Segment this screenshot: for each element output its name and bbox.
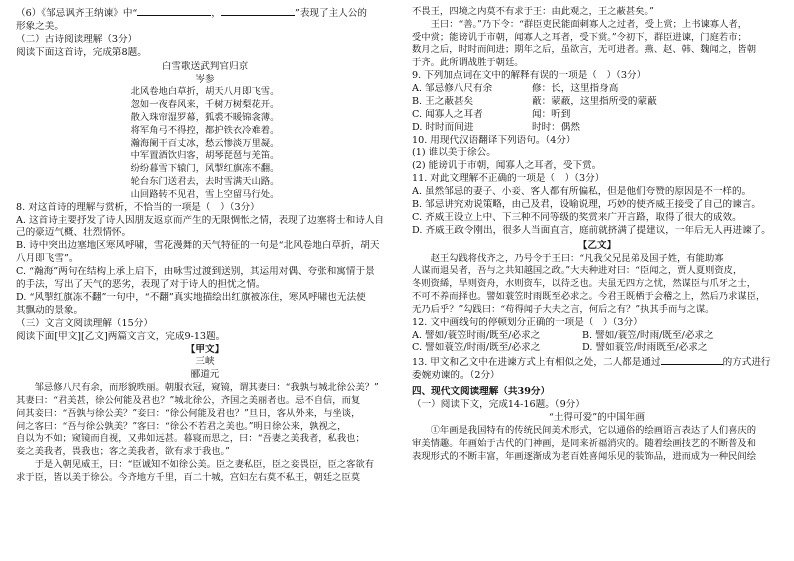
jia-text-cont: 王曰：“善。”乃下令：“群臣吏民能面刺寡人之过者，受上赏；上书谏寡人者， — [430, 18, 747, 30]
jia-text-line: 求于臣，皆以美于徐公。今齐地方千里，百二十城，宫妇左右莫不私王，朝廷之臣莫 — [16, 471, 360, 483]
jia-text-line: 问其妾曰：“吾孰与徐公美？”妾曰：“徐公何能及君也？”旦日，客从外来，与坐谈， — [16, 407, 361, 419]
jia-text-line: 自以为不如；窥镜而自视，又弗如远甚。暮寝而思之，曰：“吾妻之美我者，私我也； — [16, 433, 365, 445]
q10-item-2: (2) 能谤讥于市朝，闻寡人之耳者，受下赏。 — [412, 160, 602, 172]
question-13-cont: 委婉劝谏的。（2分） — [412, 370, 500, 382]
section-4-title: 四、现代文阅读理解（共39分） — [412, 386, 551, 398]
jia-text-line: 于是入朝见威王，曰：“臣诚知不如徐公美。臣之妻私臣，臣之妾畏臣，臣之客欲有 — [34, 459, 375, 471]
q8-option-a: A. 这首诗主要抒发了诗人因朋友返京而产生的无限惆怅之情，表现了边塞将士和诗人自 — [16, 214, 384, 226]
article-text-line: 表现形式的不断丰富，年画逐渐成为老百姓喜闻乐见的装饰品，进而成为一种民间绘 — [412, 450, 756, 462]
q12-options-cd: C. 譬如蓑笠/时雨/既至/必求之 D. 譬如蓑笠/时雨既至/必求之 — [412, 342, 708, 354]
q8-option-b: B. 诗中突出边塞地区寒风呼啸，雪花漫舞的天气特征的一句是“北风卷地白草折，胡天 — [16, 240, 380, 252]
question-8: 8. 对这首诗的理解与赏析，不恰当的一项是（ ）（3分） — [16, 201, 260, 213]
right-column — [412, 6, 782, 463]
poem-line: 北风卷地白草折，胡天八月即飞雪。 — [130, 86, 280, 98]
jia-text-cont: 不畏王，四境之内莫不有求于王：由此观之，王之蔽甚矣。” — [412, 6, 654, 17]
poem-line: 散入珠帘湿罗幕，狐裘不暖锦衾薄。 — [130, 112, 280, 124]
q11-option-c: C. 齐威王设立上中、下三种不同等级的奖赏来广开言路，取得了很大的成效。 — [412, 211, 742, 223]
question-9: 9. 下列加点词在文中的解释有误的一项是（ ）（3分） — [412, 69, 647, 81]
yi-text-line: 赵王勾践将伐齐之，乃号令于王曰：“凡我父兄昆弟及国子姓，有能助寡 — [430, 252, 724, 264]
section-3-instruction: 阅读下面[甲文][乙文]两篇文言文，完成9-13题。 — [16, 330, 226, 342]
jia-text-line: 其妻曰：“君美甚，徐公何能及君也？”城北徐公，齐国之美丽者也。忌不自信，而复 — [16, 395, 361, 407]
q10-item-1: (1) 谁以美于徐公。 — [412, 147, 496, 159]
jia-text-line: 妾之美我者，畏我也；客之美我者，欲有求于我也。” — [16, 446, 230, 458]
q6-line-2: 形象之美。 — [16, 20, 64, 32]
q8-option-d: D. “风掣红旗冻不翻”一句中，“不翻”真实地描绘出红旗被冻住，寒风呼啸也无法使 — [16, 291, 366, 303]
poem-line: 忽如一夜春风来，千树万树梨花开。 — [130, 99, 280, 111]
section-2-instruction: 阅读下面这首诗，完成第8题。 — [16, 46, 147, 58]
q9-option-b: B. 王之蔽甚矣 蔽：蒙蔽，这里指所受的蒙蔽 — [412, 95, 657, 107]
question-11: 11. 对此文理解不正确的一项是（ ）（3分） — [412, 173, 605, 185]
tag-jia: 【甲文】 — [185, 343, 225, 355]
q8-option-c-cont: 的手法，写出了天气的恶劣，表现了对于诗人的担忧之情。 — [16, 279, 266, 291]
q9-option-d: D. 时时而间进 时时：偶然 — [412, 121, 580, 133]
poem-line: 瀚海阑干百丈冰，愁云惨淡万里凝。 — [130, 137, 280, 149]
q11-option-d: D. 齐威王政令刚出，很多人当面直言，庭前就挤满了提建议，一年后无人再进谏了。 — [412, 224, 771, 236]
q12-options-ab: A. 譬如/蓑笠时雨/既至/必求之 B. 譬如/蓑笠/时雨/既至/必求之 — [412, 329, 714, 341]
jia-author: 郦道元 — [190, 369, 220, 381]
article-title: “土得可爱”的中国年画 — [548, 412, 646, 423]
section-3-title: （三）文言文阅读理解（15分） — [16, 317, 153, 329]
answer-blank-1[interactable] — [137, 6, 211, 16]
q9-option-a: A. 邹忌修八尺有余 修：长，这里指身高 — [412, 82, 619, 94]
q8-option-d-cont: 其飘动的景象。 — [16, 304, 84, 316]
q8-option-c: C. “瀚海”两句在结构上承上启下，由咏雪过渡到送别，其运用对偶、夸张和寓情于景 — [16, 266, 375, 278]
poem-author: 岑参 — [195, 73, 215, 85]
section-4-sub: （一）阅读下文，完成14-16题。（9分） — [412, 399, 585, 411]
q9-option-c: C. 闻寡人之耳者 闻：听到 — [412, 108, 571, 120]
q11-option-b: B. 邹忌讲究劝说策略，由己及君，设喻说理，巧妙的使齐威王接受了自己的谏言。 — [412, 199, 761, 211]
yi-text-line: 冬则资絺，旱则资舟，水则资车，以待乏也。夫虽无四方之忧，然谋臣与爪牙之士， — [412, 278, 756, 290]
q8-option-a-cont: 己的豪迈气概、壮烈情怀。 — [16, 227, 132, 239]
yi-text-line: 人谋而退吴者，吾与之共知越国之政。”大夫种进对曰：“臣闻之，贾人夏则资皮， — [412, 265, 743, 277]
jia-title: 三峡 — [195, 356, 215, 368]
yi-text-line: 无乃后乎？”勾践曰：“苟得闻子大夫之言，何后之有？”执其手而与之谋。 — [412, 303, 715, 315]
question-13: 13. 甲文和乙文中在进谏方式上有相似之处，二人都是通过 的方式进行 — [412, 357, 771, 369]
question-10: 10. 用现代汉语翻译下列语句。（4分） — [412, 134, 576, 146]
jia-text-line: 问之客曰：“吾与徐公孰美？”客曰：“徐公不若君之美也。”明日徐公来，孰视之， — [16, 420, 347, 432]
q6-line: （6）《邹忌讽齐王纳谏》中“ ， ”表现了主人公的 — [16, 8, 367, 19]
article-text-line: ①年画是我国特有的传统民间美术形式，它以通俗的绘画语言表达了人们喜庆的 — [430, 424, 756, 436]
jia-text-cont: 于齐。此所谓战胜于朝廷。 — [412, 57, 524, 69]
poem-line: 将军角弓不得控，都护铁衣冷难着。 — [130, 124, 280, 136]
answer-blank-q13[interactable] — [661, 355, 723, 365]
poem-title: 白雪歌送武判官归京 — [161, 60, 249, 72]
yi-text-line-underlined: 不可不养而择也。譬如蓑笠时雨既至必求之。今君王既栖于会稽之上，然后乃求谋臣， — [412, 291, 766, 303]
poem-line: 山回路转不见君，雪上空留马行处。 — [130, 188, 280, 200]
tag-yi: 【乙文】 — [577, 239, 617, 251]
left-column — [16, 6, 394, 485]
q11-option-a: A. 虽然邹忌的妻子、小妾、客人都有所偏私，但是他们夸赞的原因是不一样的。 — [412, 186, 752, 198]
section-2-title: （二）古诗阅读理解（3分） — [16, 33, 138, 45]
answer-blank-2[interactable] — [221, 6, 295, 16]
article-text-line: 审美情趣。年画始于古代的门神画，是同来祈福消灾的。随着绘画技艺的不断普及和 — [412, 437, 756, 449]
jia-text-cont: 受中赏；能谤讥于市朝，闻寡人之耳者，受下赏。”令初下，群臣进谏，门庭若市； — [412, 31, 747, 43]
jia-text-cont: 数月之后，时时而间进；期年之后，虽欲言，无可进者。燕、赵、韩、魏闻之，皆朝 — [412, 44, 756, 56]
poem-line: 中军置酒饮归客，胡琴琵琶与羌笛。 — [130, 150, 280, 162]
question-12: 12. 文中画线句的停顿划分正确的一项是（ ）（3分） — [412, 316, 643, 328]
poem-line: 轮台东门送君去，去时雪满天山路。 — [130, 176, 280, 188]
poem-line: 纷纷暮雪下辕门，风掣红旗冻不翻。 — [130, 163, 280, 175]
jia-text-line: 邹忌修八尺有余，而形貌昳丽。朝服衣冠，窥镜，谓其妻曰：“我孰与城北徐公美？” — [34, 382, 379, 394]
q8-option-b-cont: 八月即飞雪”。 — [16, 253, 79, 265]
